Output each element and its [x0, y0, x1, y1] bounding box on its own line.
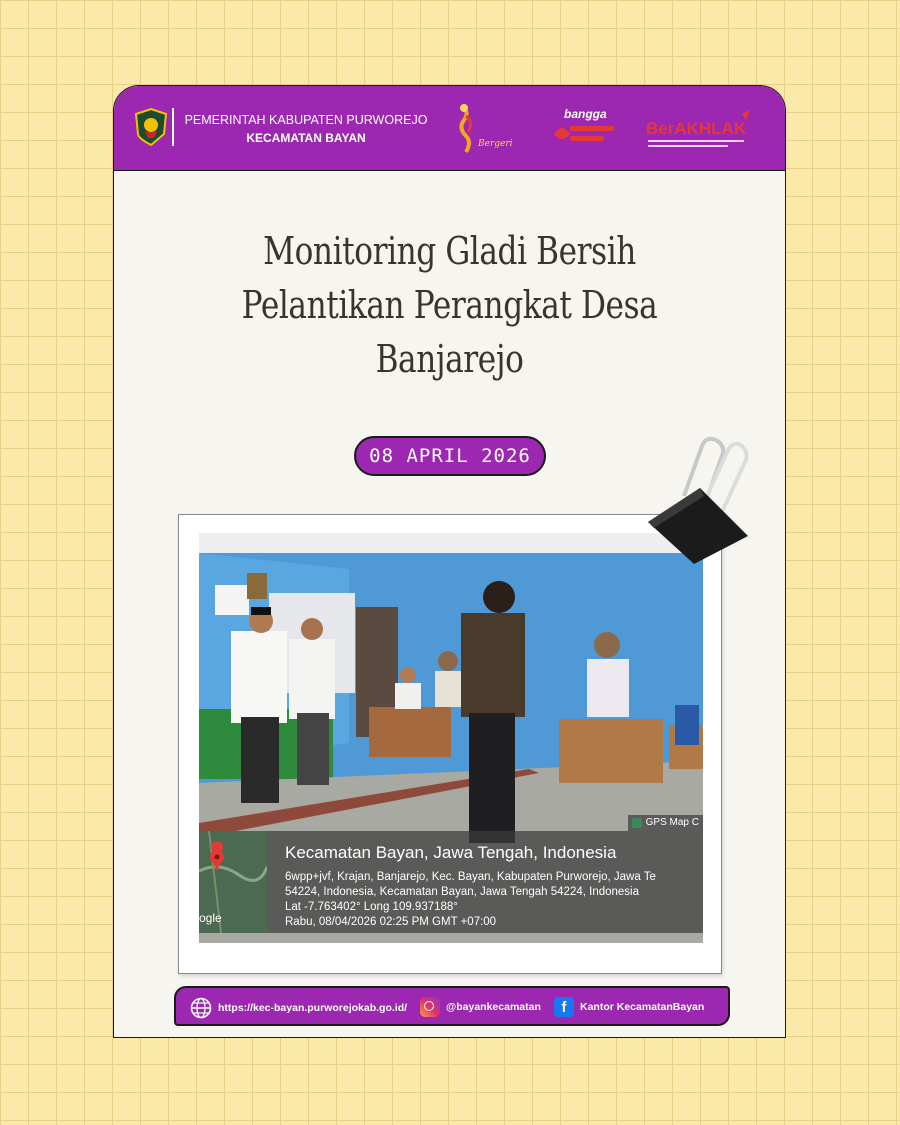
poster-card: [113, 85, 786, 1038]
facebook-page[interactable]: Kantor KecamatanBayan: [580, 1001, 705, 1013]
bangga-text: bangga: [564, 107, 607, 121]
instagram-icon: [420, 997, 440, 1017]
gps-info-overlay: [199, 831, 703, 933]
org-line-1: PEMERINTAH KABUPATEN PURWOREJO: [184, 113, 428, 127]
purworejo-emblem-icon: [134, 108, 168, 146]
globe-icon: [190, 997, 212, 1019]
gps-coordinates: Lat -7.763402° Long 109.937188°: [285, 901, 458, 913]
org-line-2: KECAMATAN BAYAN: [246, 131, 366, 145]
photo-frame: [178, 514, 722, 974]
gps-address-line-1: 6wpp+jvf, Krajan, Banjarejo, Kec. Bayan, Kabupaten Purworejo, Jawa Te: [285, 871, 656, 883]
berakhlak-text: BerAKHLAK: [646, 119, 747, 138]
gps-location-title: Kecamatan Bayan, Jawa Tengah, Indonesia: [285, 843, 617, 862]
title-line-1: Monitoring Gladi Bersih: [263, 229, 636, 273]
footer-facebook[interactable]: [554, 997, 704, 1017]
binder-clip-icon: [644, 436, 754, 566]
gps-map-camera-badge: GPS Map C: [628, 815, 703, 831]
bergeri-text: Bergeri: [478, 139, 513, 149]
website-link[interactable]: https://kec-bayan.purworejokab.go.id/: [218, 1002, 408, 1014]
bangga-logo: [550, 104, 630, 154]
footer-instagram[interactable]: [420, 997, 541, 1017]
header-divider: [172, 108, 174, 146]
instagram-handle[interactable]: @bayankecamatan: [446, 1001, 541, 1013]
gps-timestamp: Rabu, 08/04/2026 02:25 PM GMT +07:00: [285, 916, 497, 928]
map-provider-label: ogle: [199, 911, 222, 925]
bergeri-logo: [452, 102, 518, 156]
footer-website[interactable]: [190, 997, 407, 1019]
gps-mini-map: [199, 831, 267, 933]
header-org-name: [178, 111, 434, 147]
gps-address-line-2: 54224, Indonesia, Kecamatan Bayan, Jawa Tengah 54224, Indonesia: [285, 886, 640, 898]
title-line-2: Pelantikan Perangkat Desa: [241, 283, 658, 327]
date-badge: 08 APRIL 2026: [354, 436, 546, 476]
footer-bar: [174, 986, 730, 1026]
berakhlak-logo: [646, 108, 756, 152]
header-bar: [114, 86, 785, 171]
title-line-3: Banjarejo: [375, 337, 524, 381]
event-photo: [199, 533, 703, 943]
page-title: [174, 224, 724, 386]
facebook-icon: f: [554, 997, 574, 1017]
